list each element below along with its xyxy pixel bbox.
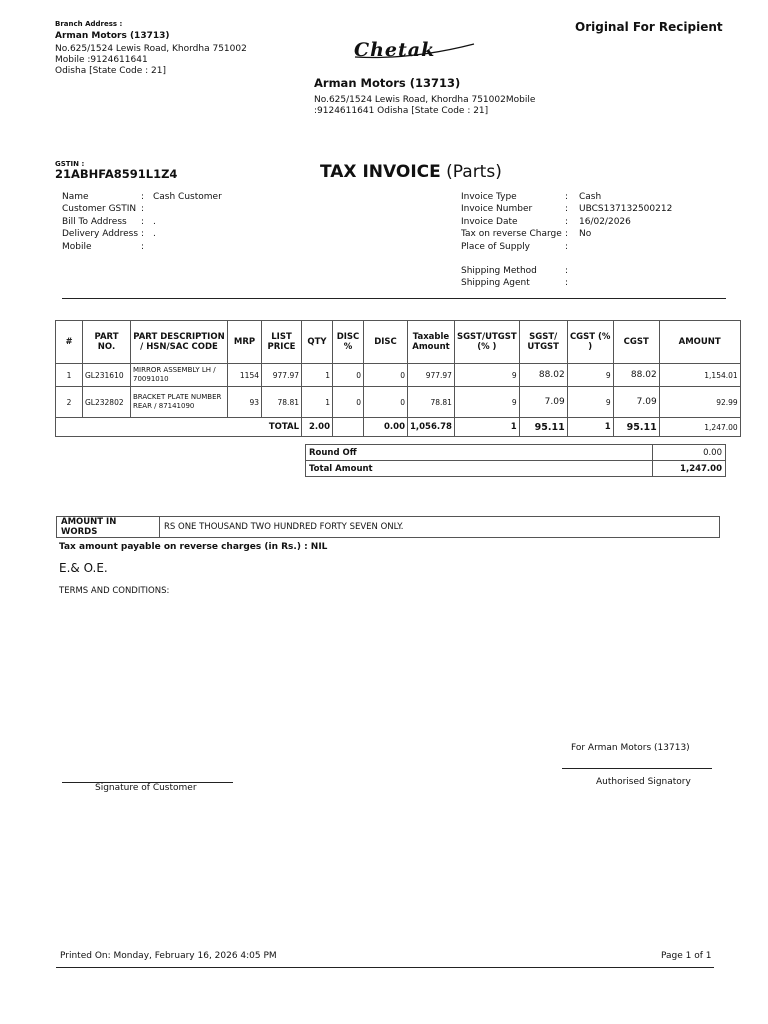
dealer-address-line1: No.625/1524 Lewis Road, Khordha 751002Mobile: [314, 95, 536, 105]
invoice-row: [461, 241, 672, 253]
mrp: 93: [228, 387, 262, 418]
svg-text:Chetak: Chetak: [354, 39, 436, 61]
qty: 1: [302, 387, 333, 418]
shipping-info: [461, 265, 579, 290]
amount-in-words: [56, 516, 720, 538]
reverse-charge-note: Tax amount payable on reverse charges (in Rs.) : NIL: [59, 542, 328, 552]
part-number: GL231610: [83, 364, 131, 387]
empty-cell: [83, 418, 131, 437]
invoice-field-value: No: [579, 229, 592, 240]
taxable-amount: 977.97: [408, 364, 455, 387]
colon: :: [565, 192, 569, 202]
sgst-amount: 88.02: [519, 364, 567, 387]
page-number: Page 1 of 1: [661, 951, 712, 961]
total-qty: 2.00: [302, 418, 333, 437]
invoice-row: [461, 191, 672, 203]
authorised-signatory-label: Authorised Signatory: [596, 777, 691, 787]
column-header: PART NO.: [83, 321, 131, 364]
customer-field-label: Customer GSTIN: [62, 204, 137, 215]
invoice-row: [461, 216, 672, 228]
customer-field-label: Name: [62, 192, 89, 202]
invoice-info: [461, 191, 672, 253]
colon: :: [141, 229, 145, 240]
gstin-value: 21ABHFA8591L1Z4: [55, 167, 178, 181]
invoice-number-value: UBCS137132500212: [579, 204, 673, 215]
amount-in-words-value: RS ONE THOUSAND TWO HUNDRED FORTY SEVEN ONLY.: [160, 517, 720, 538]
words-row: [57, 517, 720, 538]
part-description: MIRROR ASSEMBLY LH / 70091010: [131, 364, 228, 387]
table-row: [56, 364, 741, 387]
invoice-title-main: TAX INVOICE: [320, 162, 441, 182]
part-description: BRACKET PLATE NUMBER REAR / 87141090: [131, 387, 228, 418]
summary-table: [305, 444, 726, 477]
customer-field-value: Cash Customer: [153, 192, 222, 202]
customer-row: [62, 216, 222, 228]
copy-label: Original For Recipient: [575, 20, 723, 34]
colon: :: [141, 216, 145, 227]
column-header: QTY: [302, 321, 333, 364]
invoice-field-label: Invoice Number: [461, 204, 533, 215]
customer-row: [62, 191, 222, 203]
items-table: [55, 320, 741, 437]
disc-percent: 0: [333, 364, 364, 387]
colon: :: [565, 266, 569, 276]
total-amount-label: Total Amount: [306, 461, 653, 477]
taxable-amount: 78.81: [408, 387, 455, 418]
cgst-percent: 9: [567, 364, 613, 387]
column-header: DISC %: [333, 321, 364, 364]
list-price: 78.81: [262, 387, 302, 418]
shipping-row: [461, 265, 579, 277]
total-cgst: 95.11: [613, 418, 659, 437]
mrp: 1154: [228, 364, 262, 387]
terms-label: TERMS AND CONDITIONS:: [59, 586, 170, 596]
total-taxable: 1,056.78: [408, 418, 455, 437]
total-sgst-percent: 1: [454, 418, 519, 437]
table-header-row: [56, 321, 741, 364]
empty-cell: [228, 418, 262, 437]
sgst-percent: 9: [454, 364, 519, 387]
round-off-row: [306, 445, 726, 461]
qty: 1: [302, 364, 333, 387]
for-dealer-label: For Arman Motors (13713): [571, 743, 690, 753]
part-number: GL232802: [83, 387, 131, 418]
table-row: [56, 387, 741, 418]
sgst-percent: 9: [454, 387, 519, 418]
sgst-amount: 7.09: [519, 387, 567, 418]
disc: 0: [364, 387, 408, 418]
branch-address-line1: No.625/1524 Lewis Road, Khordha 751002: [55, 44, 247, 54]
invoice-row: [461, 228, 672, 240]
customer-row: [62, 241, 222, 253]
branch-address-label: Branch Address :: [55, 20, 123, 28]
disc: 0: [364, 364, 408, 387]
invoice-date-value: 16/02/2026: [579, 216, 631, 227]
invoice-field-label: Invoice Date: [461, 216, 518, 227]
invoice-row: [461, 203, 672, 215]
column-header: Taxable Amount: [408, 321, 455, 364]
column-header: LIST PRICE: [262, 321, 302, 364]
colon: :: [565, 278, 569, 289]
gstin-label: GSTIN :: [55, 160, 85, 168]
total-amount-value: 1,247.00: [653, 461, 726, 477]
column-header: MRP: [228, 321, 262, 364]
printed-on: Printed On: Monday, February 16, 2026 4:05 PM: [60, 951, 277, 961]
branch-name: Arman Motors (13713): [55, 31, 170, 41]
invoice-field-value: Cash: [579, 192, 602, 202]
total-cgst-percent: 1: [567, 418, 613, 437]
column-header: PART DESCRIPTION / HSN/SAC CODE: [131, 321, 228, 364]
invoice-field-label: Place of Supply: [461, 241, 530, 252]
empty-cell: [56, 418, 83, 437]
total-sgst: 95.11: [519, 418, 567, 437]
list-price: 977.97: [262, 364, 302, 387]
eoe-note: E.& O.E.: [59, 561, 108, 575]
row-number: 1: [56, 364, 83, 387]
customer-info: [62, 191, 222, 253]
column-header: SGST/ UTGST: [519, 321, 567, 364]
dealer-signature-line: [562, 768, 712, 769]
customer-row: [62, 203, 222, 215]
line-amount: 92.99: [659, 387, 740, 418]
customer-field-value: .: [153, 229, 156, 240]
colon: :: [565, 204, 569, 215]
total-disc: 0.00: [364, 418, 408, 437]
invoice-field-label: Tax on reverse Charge: [461, 229, 562, 240]
footer-divider: [56, 967, 714, 968]
shipping-field-label: Shipping Agent: [461, 278, 530, 289]
colon: :: [141, 192, 145, 202]
customer-row: [62, 228, 222, 240]
total-amount-row: [306, 461, 726, 477]
dealer-address-line2: :9124611641 Odisha [State Code : 21]: [314, 106, 489, 116]
total-disc-percent: [333, 418, 364, 437]
column-header: SGST/UTGST (% ): [454, 321, 519, 364]
invoice-field-label: Invoice Type: [461, 192, 517, 202]
colon: :: [141, 241, 145, 252]
customer-field-label: Mobile: [62, 241, 92, 252]
cgst-amount: 7.09: [613, 387, 659, 418]
customer-signature-label: Signature of Customer: [95, 783, 197, 793]
column-header: #: [56, 321, 83, 364]
total-label: TOTAL: [262, 418, 302, 437]
customer-field-label: Bill To Address: [62, 216, 127, 227]
customer-field-label: Delivery Address: [62, 229, 139, 240]
customer-field-value: .: [153, 216, 156, 227]
colon: :: [141, 204, 145, 215]
branch-state: Odisha [State Code : 21]: [55, 66, 167, 76]
line-amount: 1,154.01: [659, 364, 740, 387]
shipping-field-label: Shipping Method: [461, 266, 537, 276]
chetak-logo: [352, 38, 477, 62]
colon: :: [565, 241, 569, 252]
shipping-row: [461, 277, 579, 289]
column-header: CGST (% ): [567, 321, 613, 364]
cgst-amount: 88.02: [613, 364, 659, 387]
cgst-percent: 9: [567, 387, 613, 418]
invoice-title: [320, 162, 502, 182]
amount-in-words-label: AMOUNT IN WORDS: [57, 517, 160, 538]
dealer-name: Arman Motors (13713): [314, 76, 461, 90]
disc-percent: 0: [333, 387, 364, 418]
branch-mobile: Mobile :9124611641: [55, 55, 148, 65]
column-header: CGST: [613, 321, 659, 364]
column-header: AMOUNT: [659, 321, 740, 364]
total-row: [56, 418, 741, 437]
round-off-label: Round Off: [306, 445, 653, 461]
row-number: 2: [56, 387, 83, 418]
total-amount-cell: 1,247.00: [659, 418, 740, 437]
column-header: DISC: [364, 321, 408, 364]
invoice-title-sub: (Parts): [446, 162, 502, 182]
colon: :: [565, 216, 569, 227]
colon: :: [565, 229, 569, 240]
divider: [62, 298, 726, 299]
round-off-value: 0.00: [653, 445, 726, 461]
empty-cell: [131, 418, 228, 437]
